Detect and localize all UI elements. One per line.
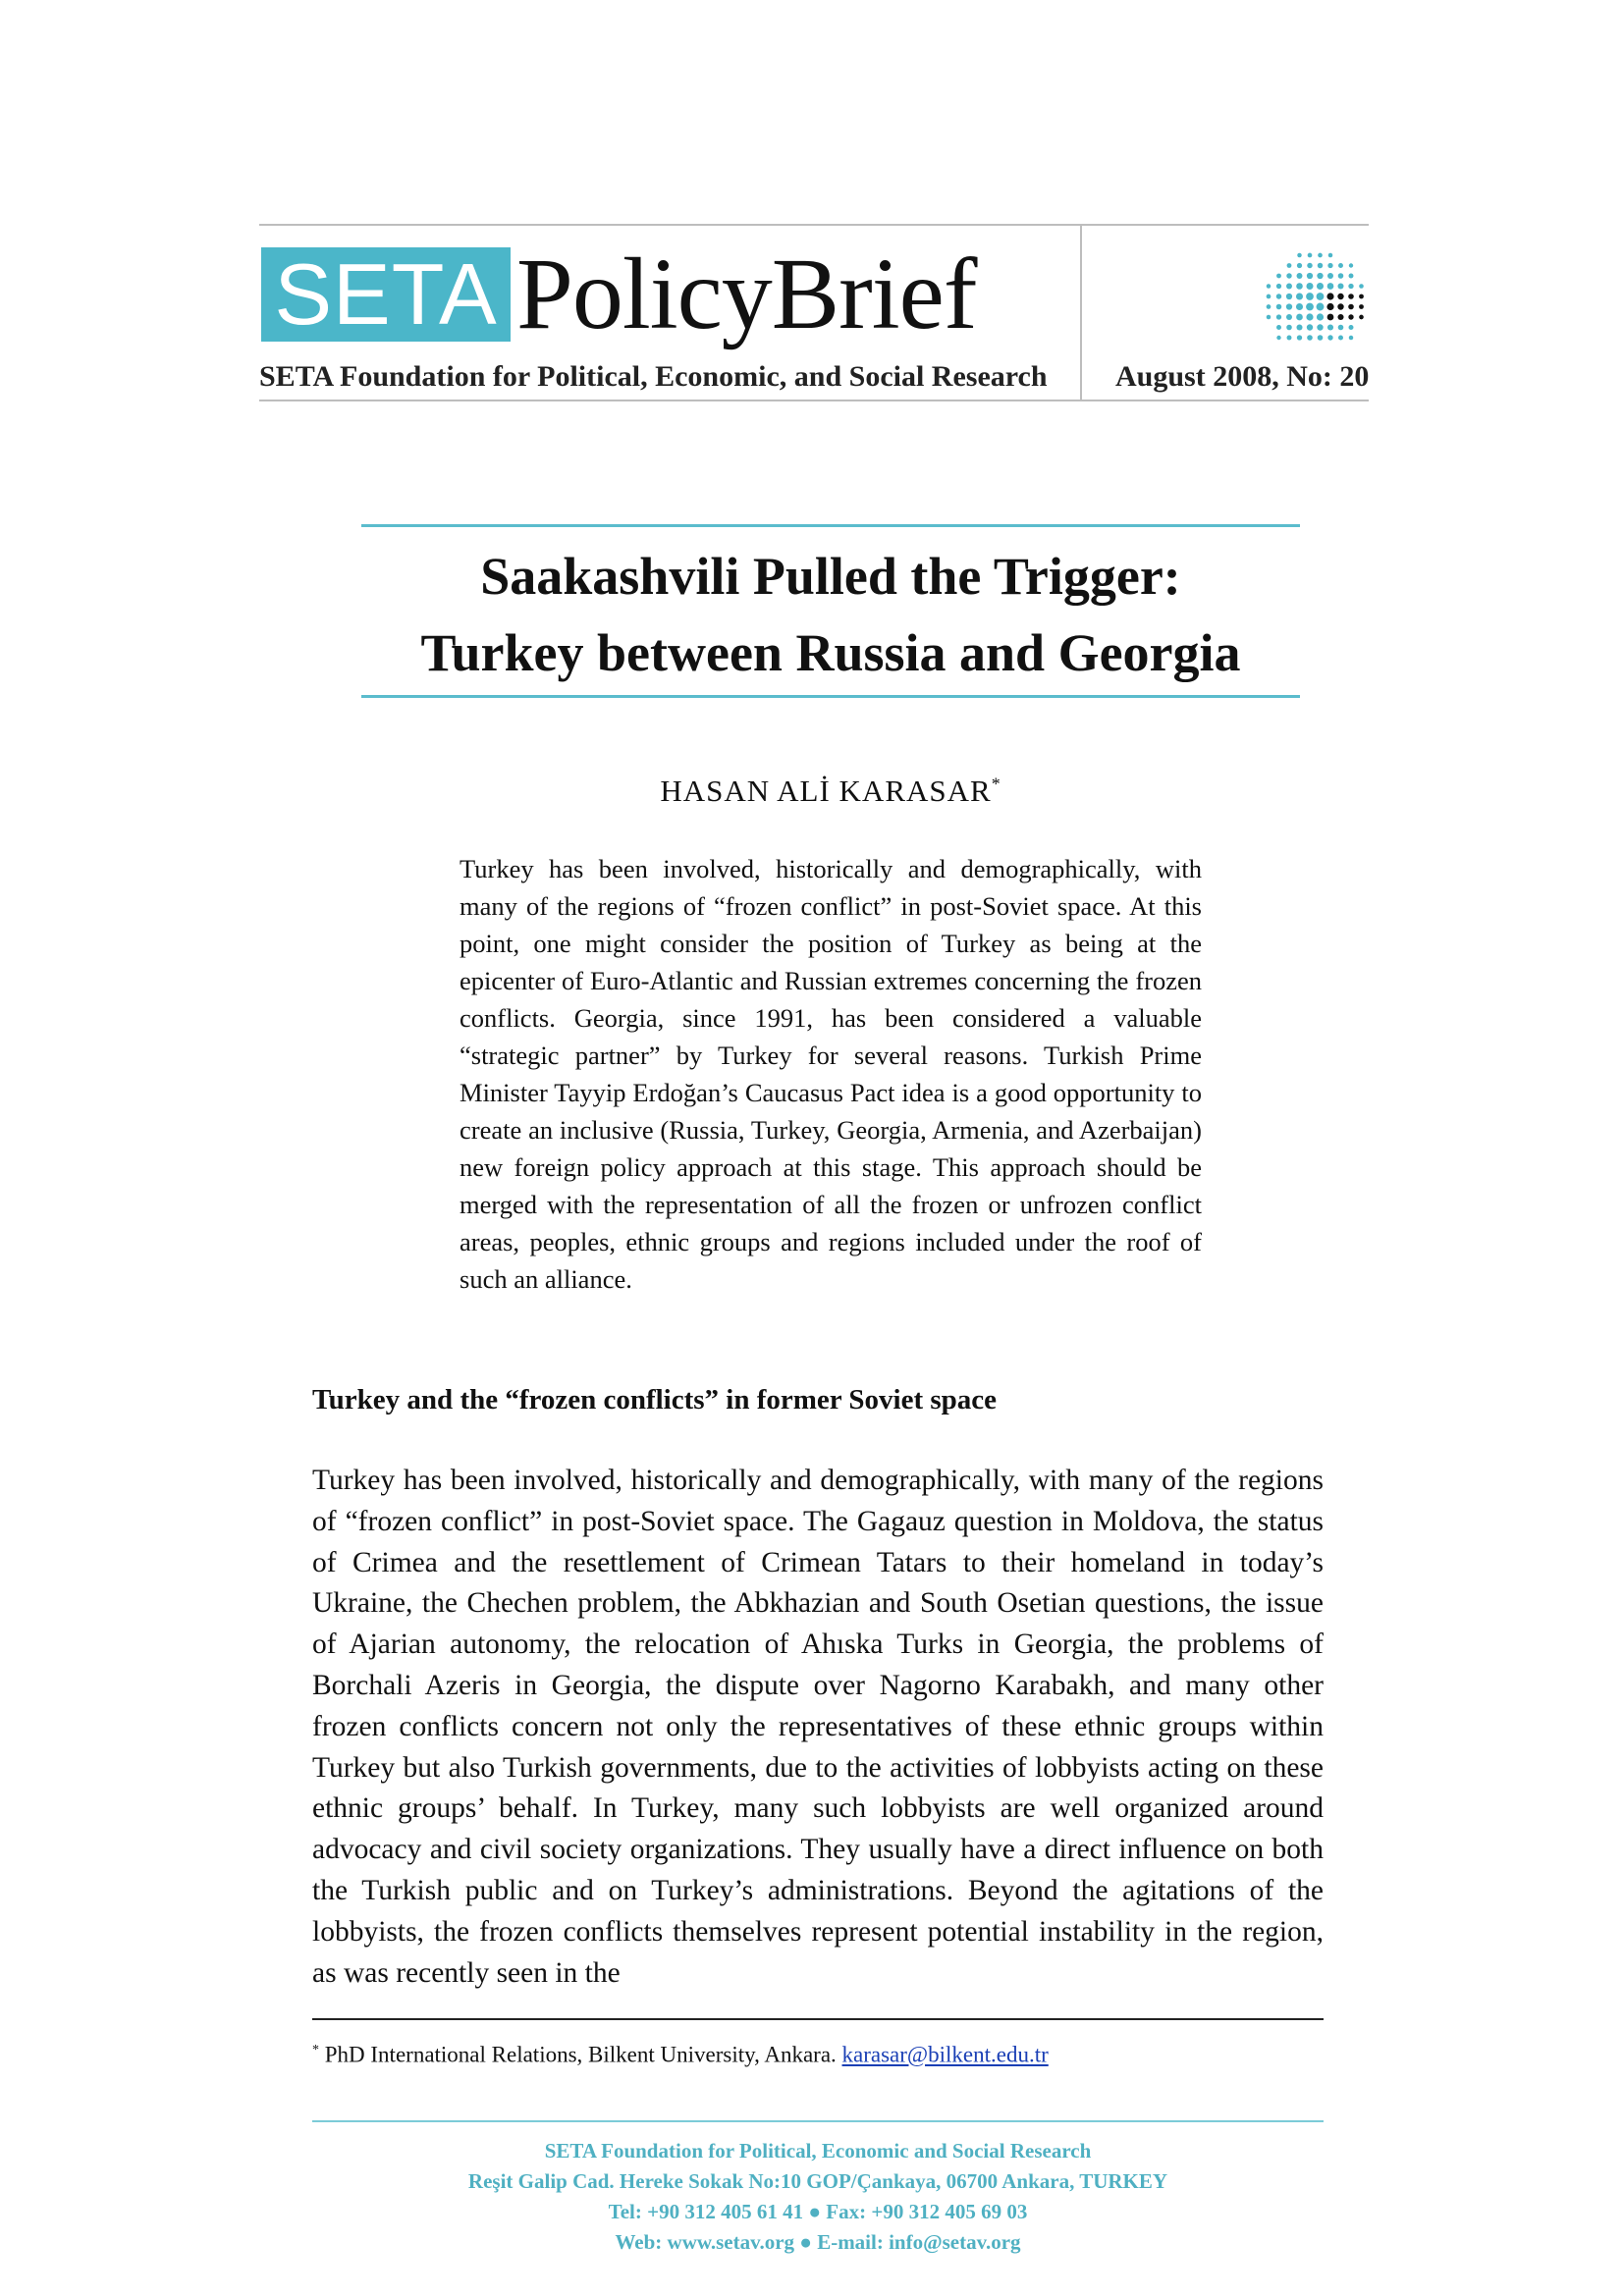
globe-dot (1318, 335, 1324, 341)
globe-dot (1286, 325, 1292, 331)
globe-dot (1307, 324, 1313, 330)
globe-dot (1318, 263, 1324, 269)
globe-dot (1267, 304, 1271, 309)
globe-dot (1338, 325, 1344, 331)
footer-address: Reşit Galip Cad. Hereke Sokak No:10 GOP/Çankaya, 06700 Ankara, TURKEY (467, 2169, 1168, 2193)
globe-dot (1276, 294, 1281, 298)
footer-org: SETA Foundation for Political, Economic and Social Research (544, 2139, 1092, 2163)
globe-dot (1308, 253, 1313, 258)
globe-dot (1359, 294, 1364, 299)
globe-dot (1338, 273, 1344, 279)
globe-dot (1318, 253, 1323, 258)
globe-dot (1349, 336, 1353, 340)
globe-dot (1307, 273, 1313, 279)
globe-dot (1276, 284, 1281, 289)
globe-dot (1287, 336, 1292, 341)
globe-dot (1337, 314, 1343, 320)
policybrief-wordmark: PolicyBrief (516, 238, 977, 350)
abstract: Turkey has been involved, historically and demographically, with many of the regions of “frozen conflict” in post-Soviet space. At this point, one might consider the position of Turkey as being at the epicenter of Euro-Atlantic and Russian extremes concerning the frozen conflicts. Georgia, since 1991, has been considered a valuable “strategic partner” by Turkey for several reasons. Turkish Prime Minister Tayyip Erdoğan’s Caucasus Pact idea is a good opportunity to create an inclusive (Russia, Turkey, Georgia, Armenia, and Azerbaijan) new foreign policy approach at this stage. This approach should be merged with the representation of all the frozen or unfrozen conflict areas, peoples, ethnic groups and regions included under the roof of such an alliance. (460, 854, 1202, 1294)
globe-dot (1286, 294, 1292, 299)
footnote-text: PhD International Relations, Bilkent University, Ankara. (324, 2042, 837, 2067)
globe-dot (1306, 293, 1314, 300)
globe-dot (1317, 293, 1325, 300)
title-line-1: Saakashvili Pulled the Trigger: (480, 547, 1181, 606)
globe-dot (1327, 263, 1332, 268)
globe-dot (1359, 304, 1364, 309)
footnote-email-link[interactable]: karasar@bilkent.edu.tr (841, 2042, 1049, 2067)
page-footer (312, 2136, 1324, 2258)
globe-dot (1286, 303, 1292, 309)
globe-dot (1297, 273, 1303, 279)
globe-dot (1327, 314, 1334, 321)
seta-logo-box: SETA (261, 247, 511, 342)
globe-dot (1287, 263, 1292, 268)
globe-dot (1349, 325, 1354, 330)
globe-dot (1297, 253, 1302, 258)
header-bottom-rule (259, 400, 1369, 401)
globe-dot (1327, 335, 1332, 340)
globe-dot (1327, 273, 1333, 279)
globe-dot (1297, 263, 1302, 268)
title-bottom-rule (361, 695, 1300, 698)
globe-dot (1349, 263, 1353, 267)
globe-dot (1276, 314, 1281, 319)
footnote-mark: * (312, 2043, 319, 2057)
globe-dot (1306, 283, 1313, 290)
globe-dot (1349, 274, 1354, 279)
globe-dot (1348, 284, 1353, 289)
issue-date: August 2008, No: 20 (1115, 360, 1370, 393)
globe-dot (1286, 273, 1291, 278)
globe-dot (1348, 304, 1354, 310)
footnote-rule (312, 2018, 1324, 2020)
globe-dot (1327, 283, 1334, 290)
globe-dot (1286, 284, 1292, 290)
globe-dot (1359, 315, 1364, 320)
globe-dot (1267, 284, 1271, 289)
title-line-2: Turkey between Russia and Georgia (420, 623, 1241, 682)
globe-dot (1306, 303, 1314, 311)
author-name: HASAN ALİ KARASAR (660, 774, 992, 808)
globe-dot (1267, 315, 1271, 320)
section-heading: Turkey and the “frozen conflicts” in former Soviet space (312, 1384, 998, 1415)
globe-dot (1337, 283, 1343, 289)
globe-dot (1307, 335, 1313, 341)
globe-dot (1296, 303, 1303, 310)
globe-dot (1328, 253, 1333, 258)
globe-dot (1337, 294, 1343, 299)
body-paragraph: Turkey has been involved, historically and demographically, with many of the regions of “frozen conflict” in post-Soviet space. The Gagauz question in Moldova, the status of Crimea and the resettlement of Crimean Tatars to their homeland in today’s Ukraine, the Chechen problem, the Abkhazian and South Osetian questions, the issue of Ajarian autonomy, the relocation of Ahıska Turks in Georgia, the problems of Borchali Azeris in Georgia, the dispute over Nagorno Karabakh, and many other frozen conflicts concern not only the representatives of these ethnic groups within Turkey but also Turkish governments, due to the activities of lobbyists acting on these ethnic groups’ behalf. In Turkey, many such lobbyists are well organized around advocacy and civil society organizations. They usually have a direct influence on both the Turkish public and on Turkey’s administrations. Beyond the agitations of the lobbyists, the frozen conflicts themselves represent potential instability in the region, as was recently seen in the (312, 1465, 1324, 1989)
author-footnote-mark: * (991, 774, 1001, 794)
header-top-rule (259, 224, 1369, 226)
globe-dot (1317, 273, 1323, 279)
globe-dot (1317, 313, 1324, 320)
globe-dot (1297, 335, 1302, 340)
globe-dot (1296, 283, 1303, 290)
author-byline (361, 774, 1300, 809)
globe-dot (1317, 303, 1325, 311)
globe-dot (1348, 294, 1354, 299)
footer-web: Web: www.setav.org ● E-mail: info@setav.org (615, 2230, 1021, 2254)
globe-dot (1326, 293, 1333, 299)
footnote (312, 2036, 1049, 2070)
globe-dot (1276, 274, 1281, 279)
globe-dot (1338, 336, 1343, 341)
globe-dot (1286, 314, 1292, 320)
globe-dot (1338, 263, 1343, 268)
globe-dot (1276, 336, 1280, 340)
globe-dot (1326, 303, 1333, 310)
globe-dot (1296, 324, 1302, 330)
globe-dot (1296, 293, 1303, 299)
dotted-globe-icon (1263, 249, 1369, 355)
page-title (361, 538, 1300, 691)
globe-dot (1306, 313, 1313, 320)
globe-dot (1296, 314, 1303, 321)
globe-dot (1276, 325, 1281, 330)
globe-dot (1276, 304, 1282, 310)
header-divider (1080, 226, 1082, 400)
footer-rule (312, 2120, 1324, 2122)
globe-dot (1327, 324, 1333, 330)
header-foundation-name: SETA Foundation for Political, Economic, and Social Research (259, 360, 1048, 393)
globe-dot (1317, 283, 1324, 290)
globe-dot (1359, 284, 1364, 289)
globe-dot (1307, 263, 1312, 268)
title-top-rule (361, 524, 1300, 527)
globe-dot (1337, 303, 1343, 309)
globe-dot (1317, 324, 1323, 330)
footer-phone: Tel: +90 312 405 61 41 ● Fax: +90 312 405 69 03 (608, 2200, 1028, 2223)
globe-dot (1348, 314, 1353, 319)
globe-dot (1267, 294, 1271, 299)
